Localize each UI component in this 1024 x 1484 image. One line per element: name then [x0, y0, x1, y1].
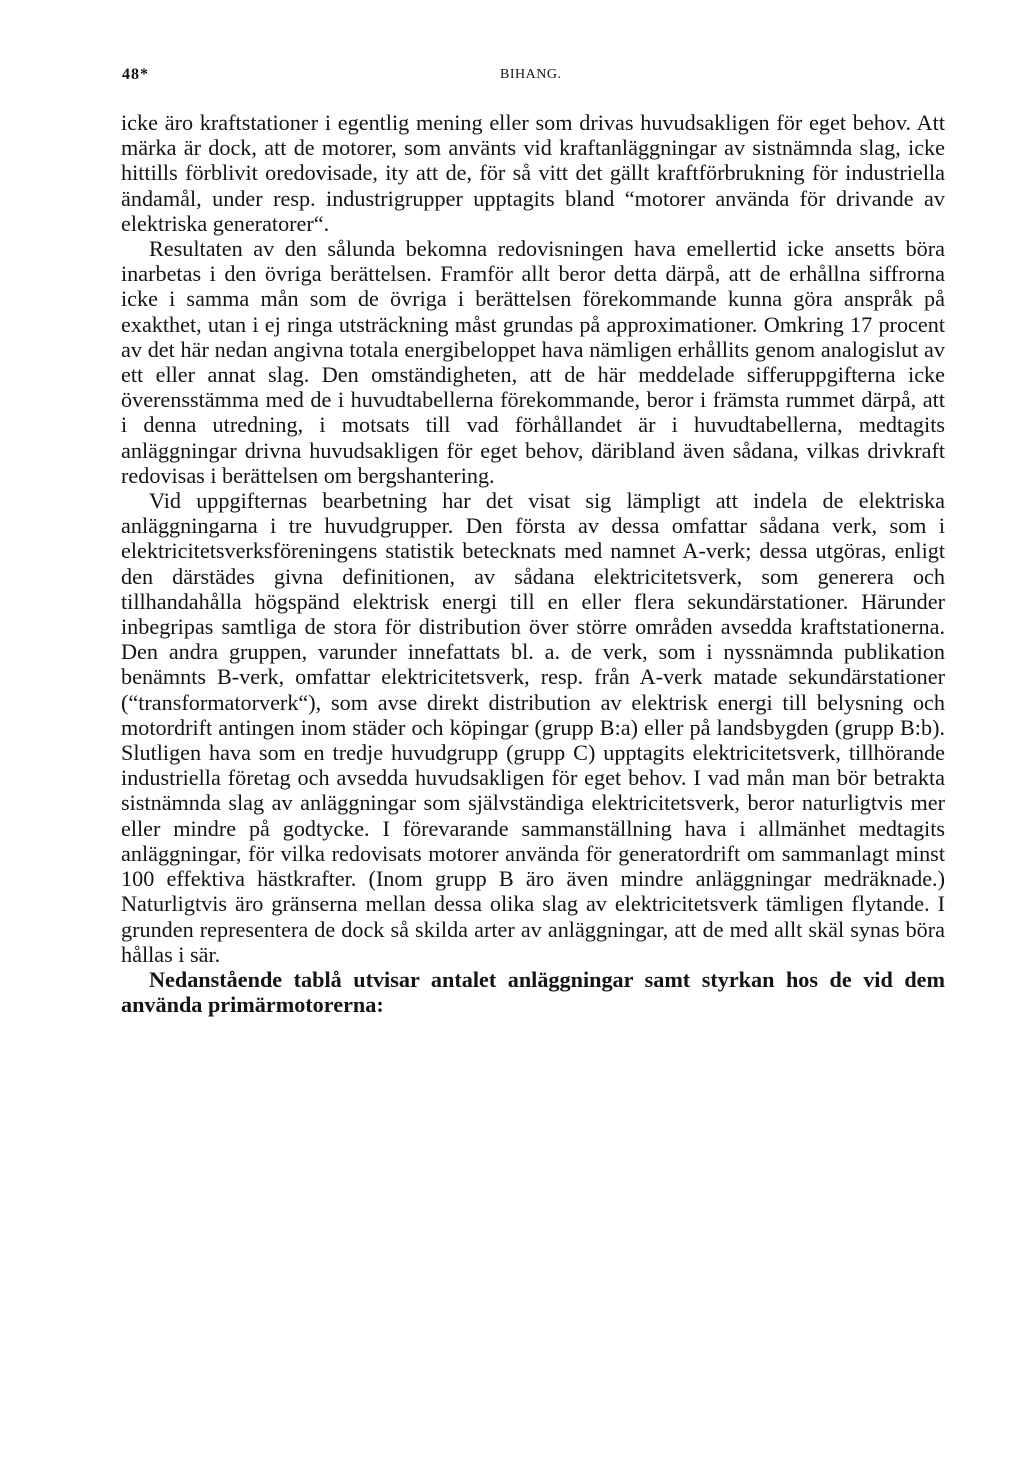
- paragraph-results: Resultaten av den sålunda bekomna redovisningen hava emellertid icke ansetts böra inarbetas i den övriga berättelsen. Framför allt beror detta därpå, att de erhållna siffrorna icke i samma mån som de övriga i berättelsen förekommande kunna göra anspråk på exakthet, utan i ej ringa utsträckning måst grundas på approximationer. Omkring 17 procent av det här nedan angivna totala energibeloppet hava nämligen erhållits genom analogislut av ett eller annat slag. Den omständigheten, att de här meddelade sifferuppgifterna icke överensstämma med de i huvudtabellerna förekommande, beror i främsta rummet därpå, att i denna utredning, i motsats till vad förhållandet är i huvudtabellerna, medtagits anläggningar drivna huvudsakligen för eget behov, däribland även sådana, vilkas drivkraft redovisas i berättelsen om bergshantering.: [121, 236, 945, 488]
- paragraph-groups: Vid uppgifternas bearbetning har det visat sig lämpligt att indela de elektriska anläggningarna i tre huvudgrupper. Den första av dessa omfattar sådana verk, som i elektricitetsverksföreningens statistik betecknats med namnet A-verk; dessa utgöras, enligt den därstädes givna definitionen, av sådana elektricitetsverk, som generera och tillhandahålla högspänd elektrisk energi till en eller flera sekundärstationer. Härunder inbegripas samtliga de stora för distribution över större områden avsedda kraftstationerna. Den andra gruppen, varunder innefattats bl. a. de verk, som i nyssnämnda publikation benämnts B-verk, omfattar elektricitetsverk, resp. från A-verk matade sekundärstationer (“transformatorverk“), som avse direkt distribution av elektrisk energi till belysning och motordrift antingen inom städer och köpingar (grupp B:a) eller på landsbygden (grupp B:b). Slutligen hava som en tredje huvudgrupp (grupp C) upptagits elektricitetsverk, tillhörande industriella företag och avsedda huvudsakligen för eget behov. I vad mån man bör betrakta sistnämnda slag av anläggningar som självständiga elektricitetsverk, beror naturligtvis mer eller mindre på godtycke. I förevarande sammanställning hava i allmänhet medtagits anläggningar, för vilka redovisats motorer använda för generatordrift om sammanlagt minst 100 effektiva hästkrafter. (Inom grupp B äro även mindre anläggningar medräknade.) Naturligtvis äro gränserna mellan dessa olika slag av elektricitetsverk tämligen flytande. I grunden representera de dock så skilda arter av anläggningar, att de med allt skäl synas böra hållas i sär.: [121, 488, 945, 967]
- page-number: 48*: [122, 66, 149, 83]
- paragraph-table-intro: Nedanstående tablå utvisar antalet anläggningar samt styrkan hos de vid dem använda primärmotorerna:: [121, 966, 945, 1018]
- running-header: [122, 66, 942, 88]
- paragraph-continuation: icke äro kraftstationer i egentlig mening eller som drivas huvudsakligen för eget behov. Att märka är dock, att de motorer, som använts vid kraftanläggningar av sistnämnda slag, icke hittills förblivit oredovisade, ity att de, för så vitt det gällt kraftförbrukning för industriella ändamål, under resp. industrigrupper upptagits bland “motorer använda för drivande av elektriska generatorer“.: [121, 110, 945, 236]
- running-title: BIHANG.: [500, 67, 562, 82]
- body-text: [121, 110, 945, 1017]
